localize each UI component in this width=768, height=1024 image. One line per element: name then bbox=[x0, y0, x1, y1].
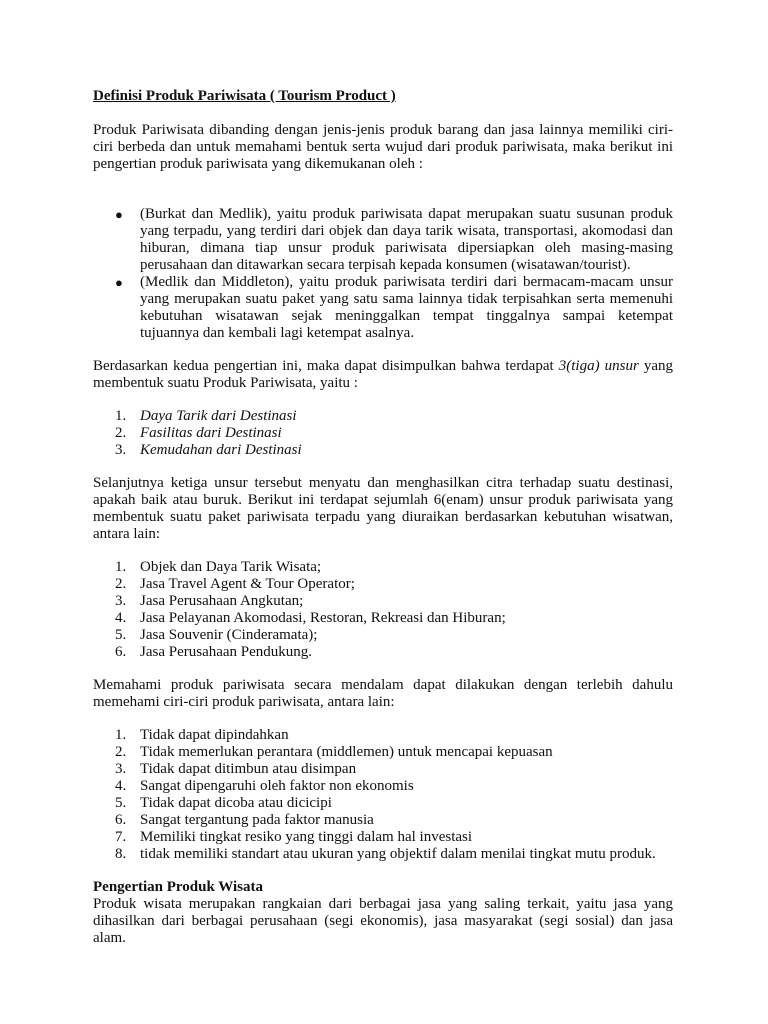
list-number: 2. bbox=[115, 744, 127, 760]
text-line: memehami ciri-ciri produk pariwisata, antara lain: bbox=[93, 694, 395, 710]
list-number: 5. bbox=[115, 627, 127, 643]
list-item-text: tidak memiliki standart atau ukuran yang objektif dalam menilai tingkat mutu produk. bbox=[140, 846, 656, 862]
text-line: membentuk suatu paket pariwisata terpadu yang diuraikan berdasarkan kebutuhan wisatwan, bbox=[93, 509, 673, 525]
list-item-text: Daya Tarik dari Destinasi bbox=[140, 408, 297, 424]
text-line: tujuannya dan kembali lagi ketempat asalnya. bbox=[140, 325, 415, 341]
list-item bbox=[93, 795, 673, 812]
list-number: 1. bbox=[115, 408, 127, 424]
list-item-text: Tidak dapat ditimbun atau disimpan bbox=[140, 761, 357, 777]
text-line: (Burkat dan Medlik), yaitu produk pariwisata dapat merupakan suatu susunan produk bbox=[140, 206, 673, 222]
intro-paragraph bbox=[93, 122, 673, 173]
list-item bbox=[93, 727, 673, 744]
conclusion-line bbox=[93, 358, 673, 375]
list-number: 3. bbox=[115, 593, 127, 609]
characteristics-list bbox=[93, 727, 673, 863]
list-number: 7. bbox=[115, 829, 127, 845]
list-item-text: Fasilitas dari Destinasi bbox=[140, 425, 282, 441]
text: Berdasarkan kedua pengertian ini, maka dapat disimpulkan bahwa terdapat bbox=[93, 358, 559, 374]
list-number: 3. bbox=[115, 442, 127, 458]
bullet-icon: ● bbox=[115, 275, 123, 290]
text-line: Selanjutnya ketiga unsur tersebut menyatu dan menghasilkan citra terhadap suatu destinasi, bbox=[93, 475, 673, 491]
list-number: 6. bbox=[115, 644, 127, 660]
definitions-bullet-list bbox=[93, 206, 673, 342]
six-elements-intro-paragraph bbox=[93, 475, 673, 543]
document-title: Definisi Produk Pariwisata ( Tourism Product ) bbox=[93, 88, 396, 104]
list-item-text: Objek dan Daya Tarik Wisata; bbox=[140, 559, 322, 575]
text-line: ciri berbeda dan untuk memahami bentuk serta wujud dari produk pariwisata, maka berikut ini bbox=[93, 139, 673, 155]
text-line: Produk Pariwisata dibanding dengan jenis-jenis produk barang dan jasa lainnya memiliki ciri- bbox=[93, 122, 673, 138]
list-item-text: Sangat dipengaruhi oleh faktor non ekonomis bbox=[140, 778, 414, 794]
list-item bbox=[93, 627, 673, 644]
list-item bbox=[93, 408, 673, 425]
text-line: kebutuhan wisatawan sejak meninggalkan tempat tinggalnya sampai ketempat bbox=[140, 308, 673, 324]
section-paragraph bbox=[93, 896, 673, 947]
text-line: Produk wisata merupakan rangkaian dari berbagai jasa yang saling terkait, yaitu jasa yang bbox=[93, 896, 673, 912]
list-item bbox=[93, 812, 673, 829]
list-item-text: Sangat tergantung pada faktor manusia bbox=[140, 812, 374, 828]
text: yang bbox=[638, 358, 673, 374]
text-line: apakah baik atau buruk. Berikut ini terdapat sejumlah 6(enam) unsur produk pariwisata yang bbox=[93, 492, 673, 508]
list-item bbox=[93, 559, 673, 576]
list-number: 1. bbox=[115, 727, 127, 743]
list-item-text: Tidak dapat dicoba atau dicicipi bbox=[140, 795, 332, 811]
list-item bbox=[93, 425, 673, 442]
list-item-text: Jasa Pelayanan Akomodasi, Restoran, Rekreasi dan Hiburan; bbox=[140, 610, 506, 626]
text-line: (Medlik dan Middleton), yaitu produk pariwisata terdiri dari bermacam-macam unsur bbox=[140, 274, 673, 290]
list-item bbox=[93, 744, 673, 761]
list-item-text: Tidak dapat dipindahkan bbox=[140, 727, 289, 743]
six-elements-list bbox=[93, 559, 673, 661]
list-item-text: Jasa Souvenir (Cinderamata); bbox=[140, 627, 318, 643]
list-item-text: Memiliki tingkat resiko yang tinggi dalam hal investasi bbox=[140, 829, 473, 845]
document-page bbox=[93, 88, 673, 947]
list-item-text: Jasa Perusahaan Pendukung. bbox=[140, 644, 313, 660]
bullet-item bbox=[93, 274, 673, 342]
list-number: 4. bbox=[115, 610, 127, 626]
list-number: 6. bbox=[115, 812, 127, 828]
text-line: yang merupakan suatu paket yang satu sama lainnya tidak terpisahkan serta memenuhi bbox=[140, 291, 673, 307]
conclusion-line: membentuk suatu Produk Pariwisata, yaitu : bbox=[93, 375, 358, 391]
list-item-text: Kemudahan dari Destinasi bbox=[140, 442, 302, 458]
text-line: Memahami produk pariwisata secara mendalam dapat dilakukan dengan terlebih dahulu bbox=[93, 677, 673, 693]
text-line: antara lain: bbox=[93, 526, 161, 542]
list-number: 1. bbox=[115, 559, 127, 575]
text-line: hiburan, dimana tiap unsur produk pariwisata dipersiapkan oleh masing-masing bbox=[140, 240, 673, 256]
list-number: 2. bbox=[115, 425, 127, 441]
list-item-text: Jasa Travel Agent & Tour Operator; bbox=[140, 576, 355, 592]
list-item-text: Tidak memerlukan perantara (middlemen) untuk mencapai kepuasan bbox=[140, 744, 553, 760]
emphasis-text: 3(tiga) unsur bbox=[558, 358, 639, 374]
text-line: perusahaan dan ditawarkan secara terpisah kepada konsumen (wisatawan/tourist). bbox=[140, 257, 631, 273]
characteristics-intro-paragraph bbox=[93, 677, 673, 711]
list-item bbox=[93, 593, 673, 610]
bullet-icon: ● bbox=[115, 207, 123, 222]
section-heading: Pengertian Produk Wisata bbox=[93, 879, 264, 895]
list-number: 8. bbox=[115, 846, 127, 862]
conclusion-paragraph bbox=[93, 358, 673, 392]
three-elements-list bbox=[93, 408, 673, 459]
list-item bbox=[93, 442, 673, 459]
list-item-text: Jasa Perusahaan Angkutan; bbox=[140, 593, 304, 609]
list-item bbox=[93, 846, 673, 863]
list-number: 2. bbox=[115, 576, 127, 592]
list-item bbox=[93, 576, 673, 593]
text-line: dihasilkan dari berbagai perusahaan (segi ekonomis), jasa masyarakat (segi sosial) dan jasa bbox=[93, 913, 673, 929]
list-item bbox=[93, 829, 673, 846]
text-line: alam. bbox=[93, 930, 126, 946]
text-line: yang terpadu, yang terdiri dari objek dan daya tarik wisata, transportasi, akomodasi dan bbox=[140, 223, 673, 239]
list-item bbox=[93, 644, 673, 661]
list-number: 5. bbox=[115, 795, 127, 811]
text-line: pengertian produk pariwisata yang dikemukanan oleh : bbox=[93, 156, 423, 172]
list-item bbox=[93, 761, 673, 778]
list-number: 3. bbox=[115, 761, 127, 777]
list-item bbox=[93, 610, 673, 627]
list-number: 4. bbox=[115, 778, 127, 794]
bullet-item bbox=[93, 206, 673, 274]
list-item bbox=[93, 778, 673, 795]
